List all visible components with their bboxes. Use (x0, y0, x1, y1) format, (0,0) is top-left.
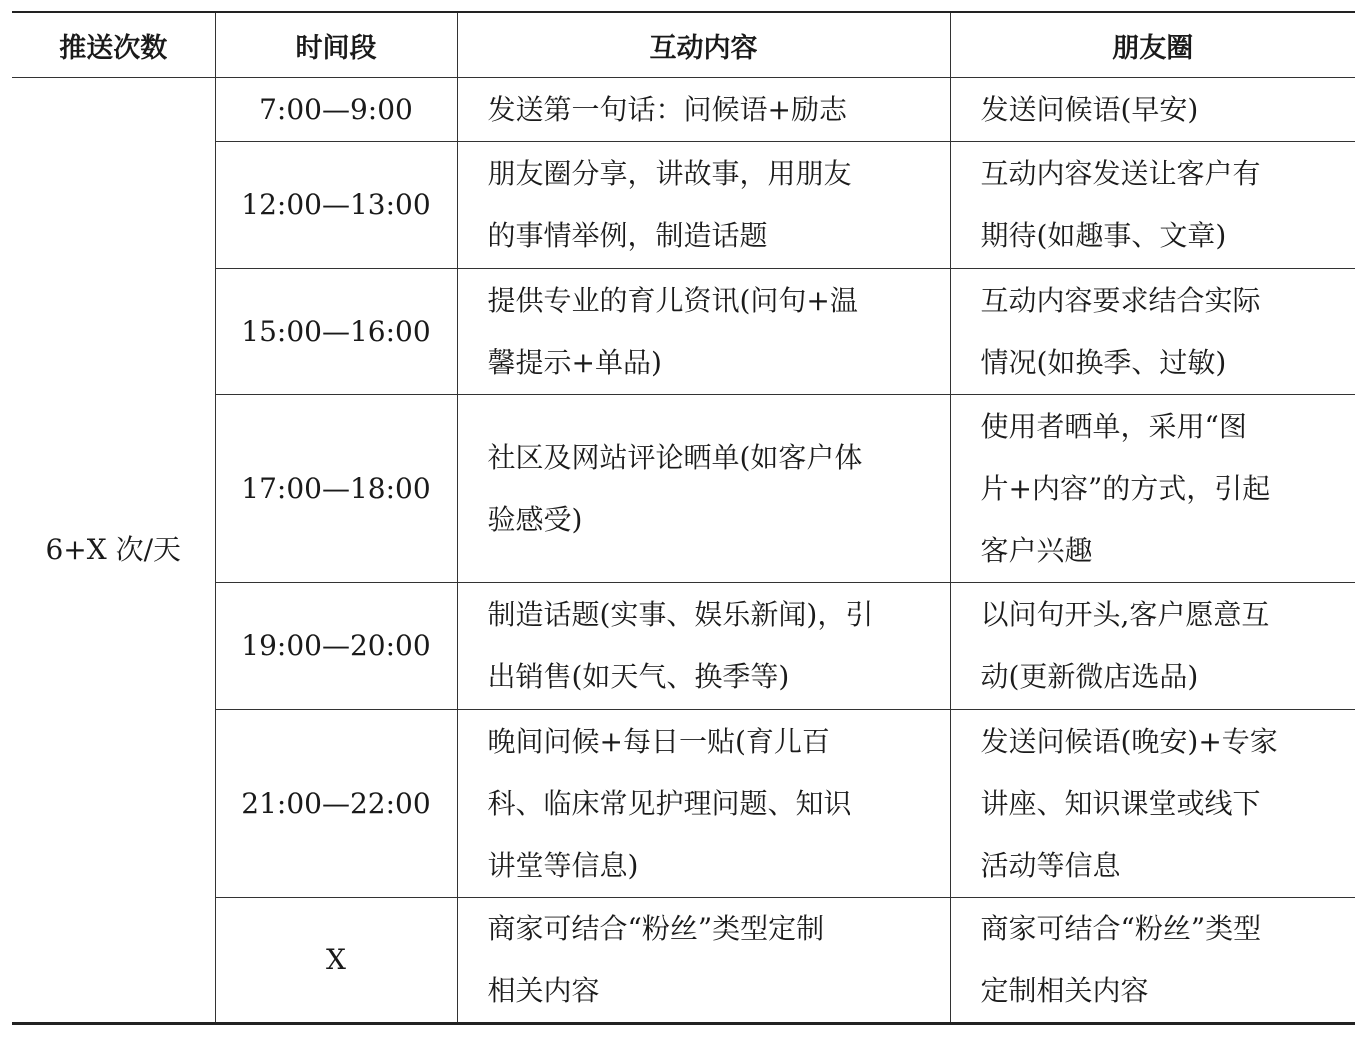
time-cell: 21:00—22:00 (215, 710, 457, 898)
time-cell: 12:00—13:00 (215, 142, 457, 269)
moments-cell (950, 142, 1355, 269)
moments-cell (950, 395, 1355, 583)
moments-line: 发送问候语(早安) (980, 92, 1199, 126)
table-row (12, 78, 1355, 142)
content-line: 出销售(如天气、换季等) (487, 660, 790, 693)
content-cell (457, 269, 950, 395)
content-line: 社区及网站评论晒单(如客户体 (487, 440, 863, 474)
header-content: 互动内容 (457, 12, 950, 78)
content-cell (457, 898, 950, 1024)
moments-line: 片+内容”的方式，引起 (980, 471, 1271, 505)
moments-line: 商家可结合“粉丝”类型 (980, 912, 1262, 945)
content-line: 朋友圈分享，讲故事，用朋友 (487, 157, 852, 190)
content-line: 馨提示+单品) (487, 345, 662, 379)
push-schedule-table (12, 11, 1355, 1025)
moments-cell (950, 269, 1355, 395)
content-cell (457, 395, 950, 583)
moments-line: 期待(如趣事、文章) (980, 219, 1227, 252)
content-line: 讲堂等信息) (487, 848, 639, 882)
header-time: 时间段 (215, 12, 457, 78)
moments-line: 动(更新微店选品) (980, 660, 1199, 693)
moments-line: 客户兴趣 (980, 533, 1093, 567)
moments-line: 活动等信息 (980, 848, 1121, 882)
moments-line: 讲座、知识课堂或线下 (980, 786, 1261, 820)
content-line: 相关内容 (487, 974, 600, 1007)
moments-line: 互动内容发送让客户有 (980, 157, 1261, 190)
content-cell (457, 78, 950, 142)
time-cell: X (215, 898, 457, 1024)
content-line: 的事情举例，制造话题 (487, 219, 768, 252)
moments-line: 发送问候语(晚安)+专家 (980, 724, 1278, 758)
content-line: 商家可结合“粉丝”类型定制 (487, 912, 825, 945)
content-cell (457, 583, 950, 710)
content-line: 制造话题(实事、娱乐新闻)，引 (487, 598, 874, 631)
time-cell: 7:00—9:00 (215, 78, 457, 142)
time-cell: 19:00—20:00 (215, 583, 457, 710)
header-row (12, 12, 1355, 78)
moments-cell (950, 898, 1355, 1024)
header-moments: 朋友圈 (950, 12, 1355, 78)
content-line: 科、临床常见护理问题、知识 (487, 786, 852, 820)
frequency-cell: 6+X 次/天 (45, 533, 182, 566)
moments-cell (950, 583, 1355, 710)
moments-cell (950, 710, 1355, 898)
content-cell (457, 142, 950, 269)
moments-cell (950, 78, 1355, 142)
moments-line: 以问句开头,客户愿意互 (980, 598, 1270, 631)
content-line: 验感受) (487, 502, 583, 536)
time-cell: 17:00—18:00 (215, 395, 457, 583)
header-frequency: 推送次数 (12, 12, 215, 78)
content-line: 发送第一句话：问候语+励志 (487, 92, 847, 126)
moments-line: 情况(如换季、过敏) (980, 345, 1227, 379)
moments-line: 互动内容要求结合实际 (980, 283, 1261, 317)
content-cell (457, 710, 950, 898)
content-line: 晚间问候+每日一贴(育儿百 (487, 724, 830, 758)
moments-line: 使用者晒单，采用“图 (980, 409, 1247, 443)
moments-line: 定制相关内容 (980, 974, 1149, 1007)
time-cell: 15:00—16:00 (215, 269, 457, 395)
content-line: 提供专业的育儿资讯(问句+温 (487, 283, 858, 317)
